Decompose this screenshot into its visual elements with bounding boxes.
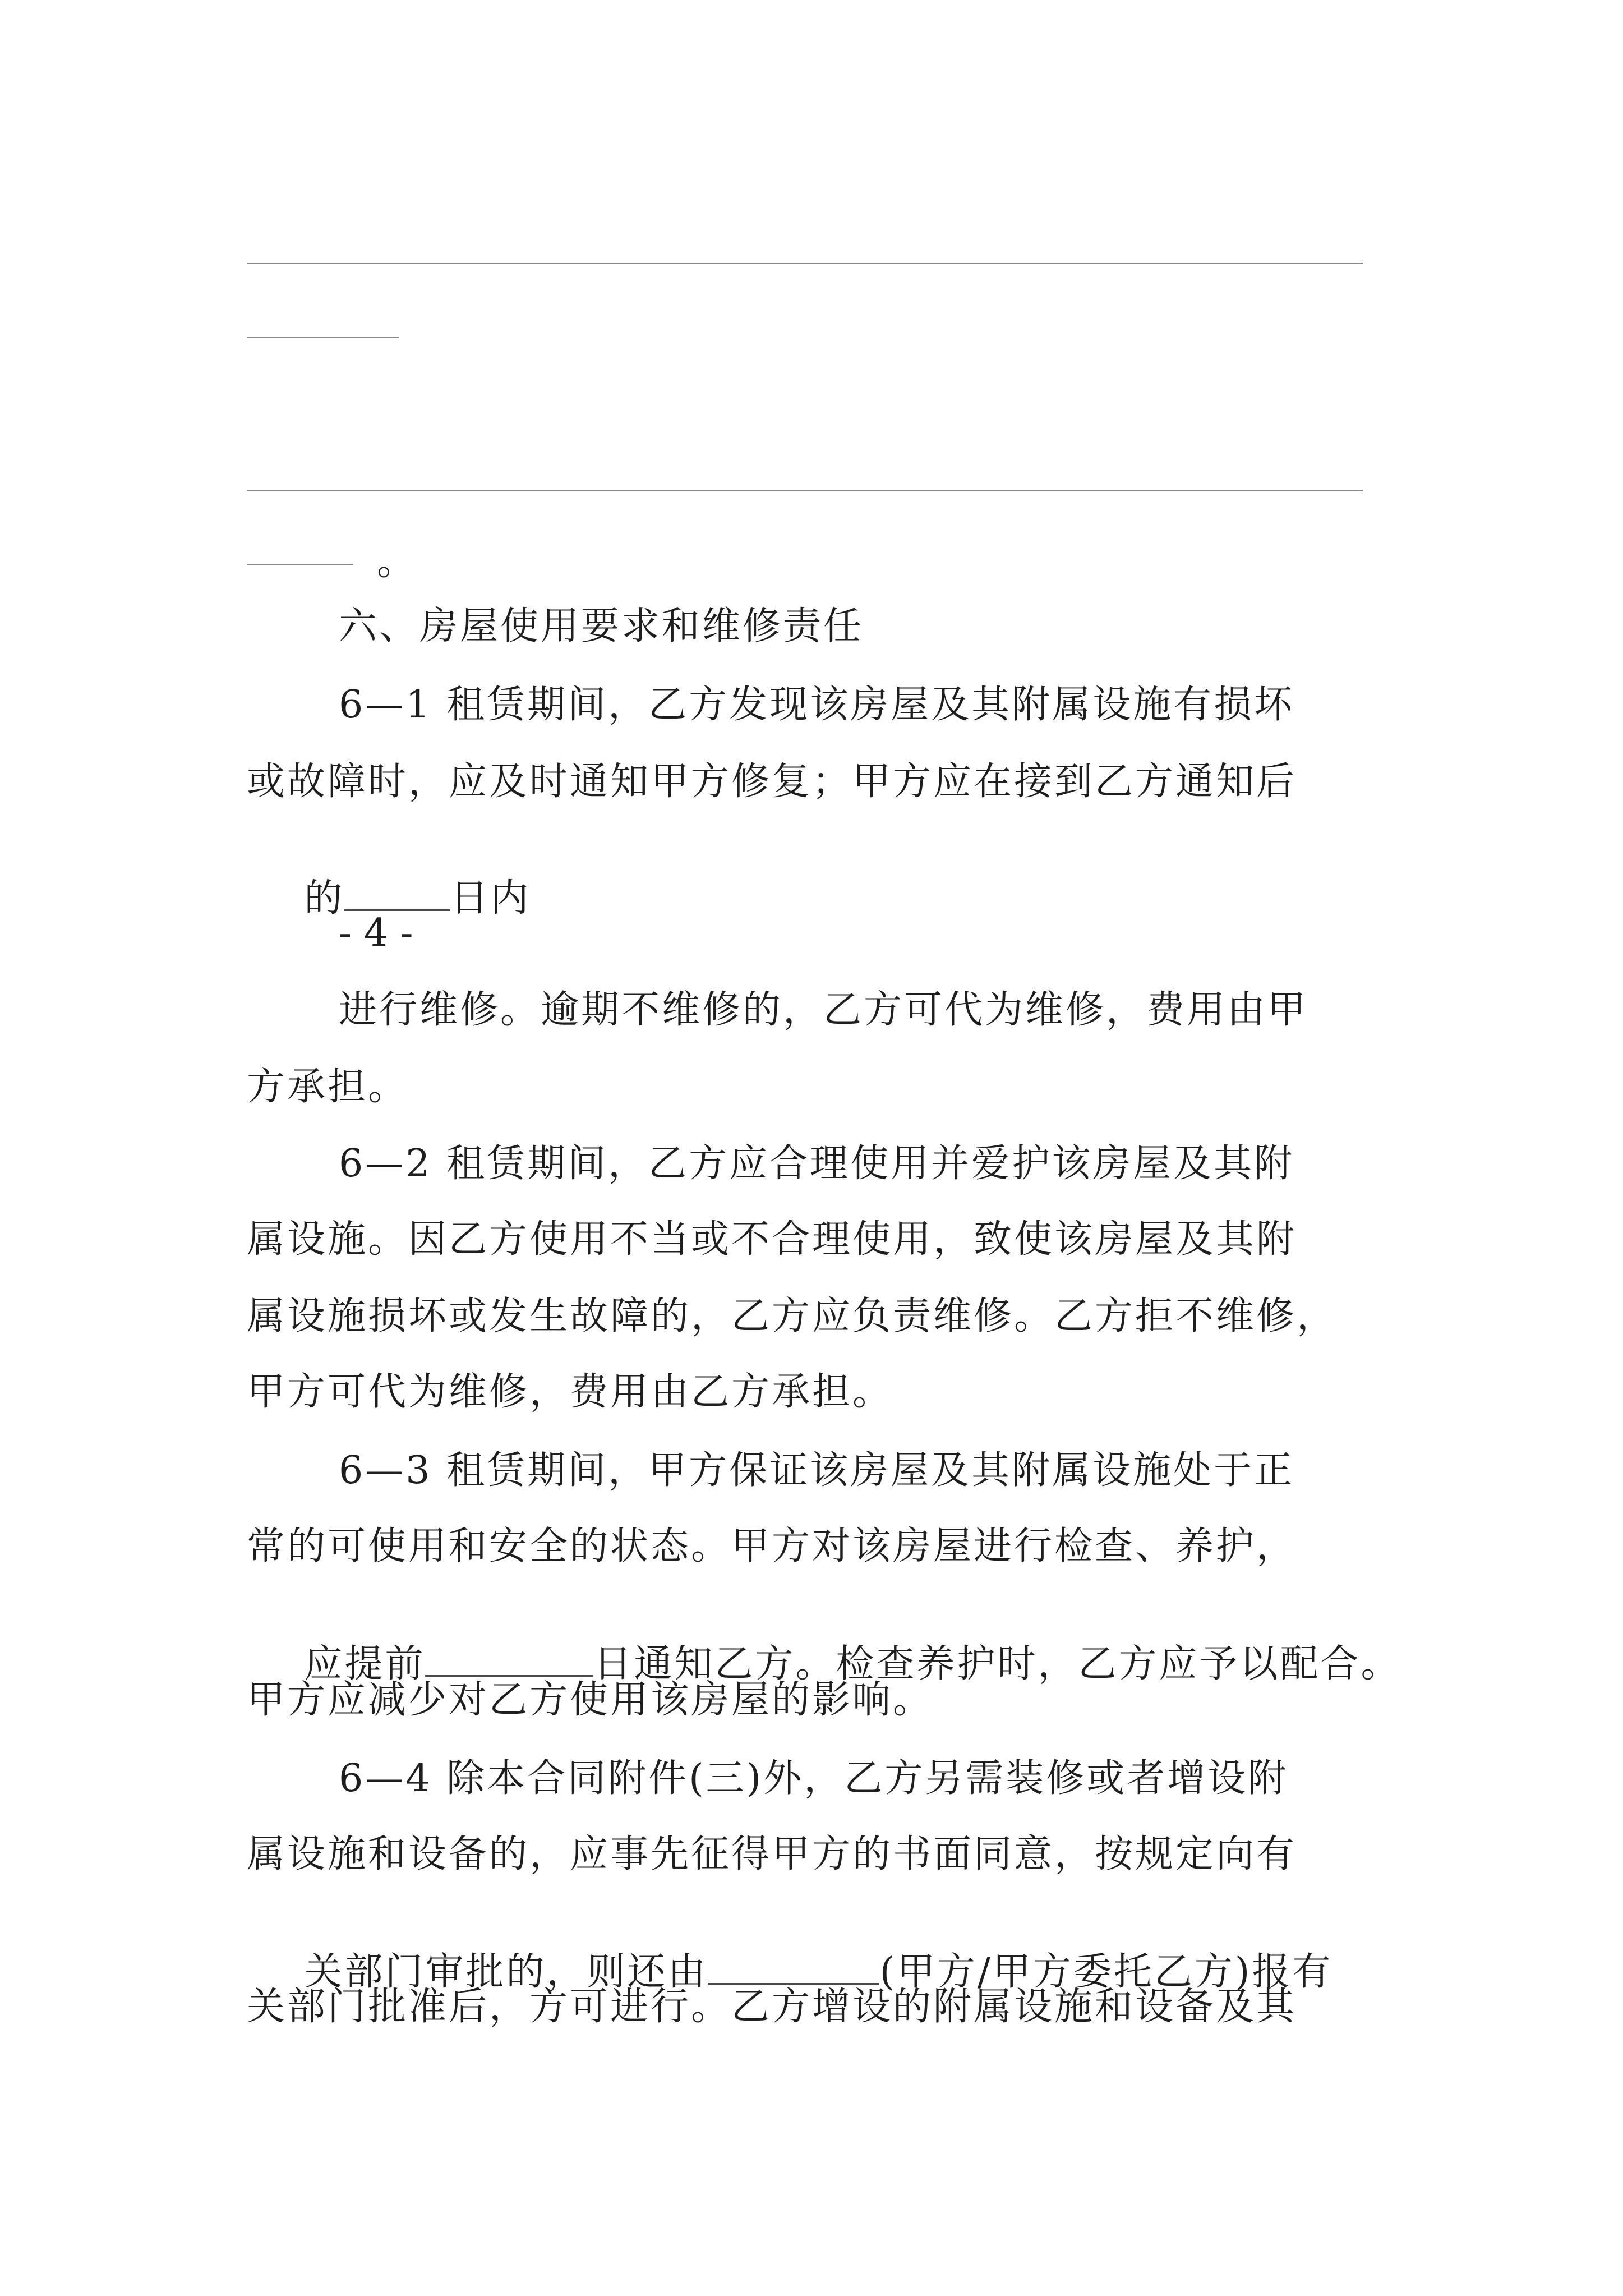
clause-6-3-line-3-pre: 应提前 xyxy=(304,1642,426,1686)
clause-6-4-line-3-post: (甲方/甲方委托乙方)报有 xyxy=(879,1950,1333,1994)
clause-6-4-line-4: 关部门批准后，方可进行。乙方增设的附属设施和设备及其 xyxy=(247,1985,1297,2029)
clause-6-1-line-4: 进行维修。逾期不维修的，乙方可代为维修，费用由甲 xyxy=(339,988,1308,1032)
party-blank xyxy=(708,1950,879,1985)
fill-line-end-mark: 。 xyxy=(377,540,418,584)
clause-6-1-line-3-pre: 的 xyxy=(304,876,345,921)
fill-line-1 xyxy=(247,263,1363,264)
fill-line-2 xyxy=(247,490,1363,491)
clause-6-2-line-2: 属设施。因乙方使用不当或不合理使用，致使该房屋及其附 xyxy=(247,1217,1297,1262)
clause-6-4-line-2: 属设施和设备的，应事先征得甲方的书面同意，按规定向有 xyxy=(247,1832,1297,1876)
fill-line-2-tail xyxy=(247,564,353,565)
clause-6-2-line-1: 6—2 租赁期间，乙方应合理使用并爱护该房屋及其附 xyxy=(339,1142,1295,1186)
days-blank-1 xyxy=(344,877,450,911)
clause-6-1-line-1: 6—1 租赁期间，乙方发现该房屋及其附属设施有损坏 xyxy=(339,683,1295,727)
clause-6-4-line-1: 6—4 除本合同附件(三)外，乙方另需装修或者增设附 xyxy=(339,1756,1289,1801)
clause-6-2-line-3: 属设施损坏或发生故障的，乙方应负责维修。乙方拒不维修， xyxy=(247,1294,1338,1338)
page-number: - 4 - xyxy=(339,911,413,955)
clause-6-3-line-4: 甲方应减少对乙方使用该房屋的影响。 xyxy=(247,1678,934,1722)
clause-6-3-line-1: 6—3 租赁期间，甲方保证该房屋及其附属设施处于正 xyxy=(339,1448,1295,1493)
clause-6-1-line-3-post: 日内 xyxy=(450,876,531,921)
clause-6-3-line-3-post: 日通知乙方。检查养护时，乙方应予以配合。 xyxy=(593,1642,1401,1686)
section-heading: 六、房屋使用要求和维修责任 xyxy=(339,604,864,648)
fill-line-1-tail xyxy=(247,337,399,338)
clause-6-4-line-3-pre: 关部门审批的，则还由 xyxy=(304,1950,708,1994)
clause-6-3-line-2: 常的可使用和安全的状态。甲方对该房屋进行检查、养护， xyxy=(247,1524,1297,1568)
clause-6-1-line-5: 方承担。 xyxy=(247,1065,409,1109)
clause-6-2-line-4: 甲方可代为维修，费用由乙方承担。 xyxy=(247,1370,893,1414)
clause-6-1-line-2: 或故障时，应及时通知甲方修复；甲方应在接到乙方通知后 xyxy=(247,760,1297,804)
days-blank-2 xyxy=(425,1642,593,1677)
